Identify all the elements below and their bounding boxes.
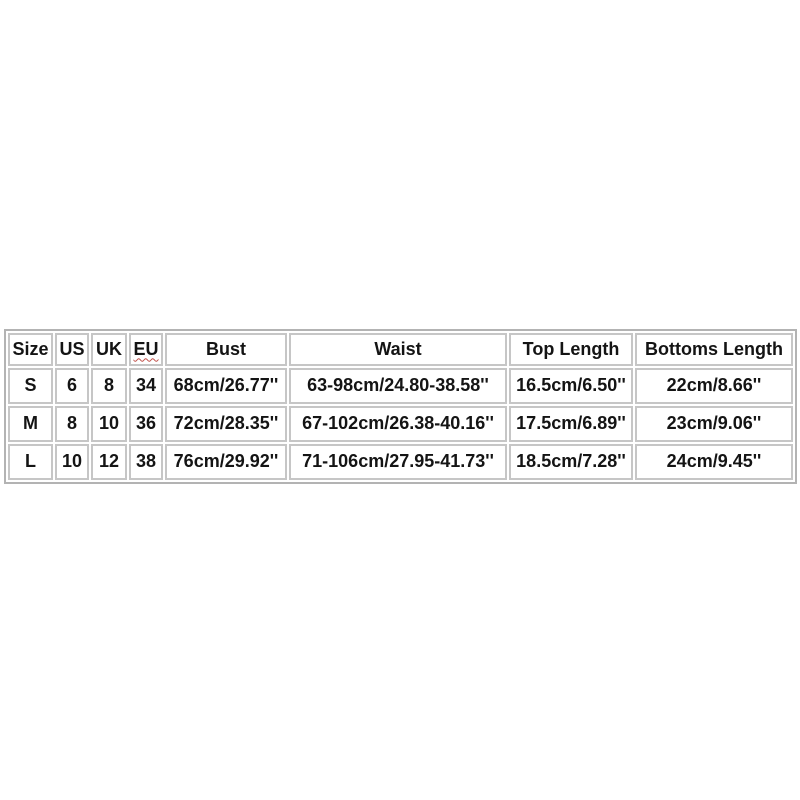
table-row-l — [8, 444, 793, 480]
cell-l-eu: 38 — [129, 444, 163, 480]
cell-m-size: M — [8, 406, 53, 442]
cell-s-us: 6 — [55, 368, 89, 404]
cell-s-bottoms-length: 22cm/8.66'' — [635, 368, 793, 404]
cell-l-waist: 71-106cm/27.95-41.73'' — [289, 444, 507, 480]
header-cell-us: US — [55, 333, 89, 366]
cell-l-bust: 76cm/29.92'' — [165, 444, 287, 480]
table-row-m — [8, 406, 793, 442]
cell-s-size: S — [8, 368, 53, 404]
cell-s-top-length: 16.5cm/6.50'' — [509, 368, 633, 404]
cell-m-waist: 67-102cm/26.38-40.16'' — [289, 406, 507, 442]
cell-s-eu: 34 — [129, 368, 163, 404]
header-cell-size: Size — [8, 333, 53, 366]
header-cell-uk: UK — [91, 333, 127, 366]
cell-m-us: 8 — [55, 406, 89, 442]
cell-s-waist: 63-98cm/24.80-38.58'' — [289, 368, 507, 404]
header-cell-eu — [129, 333, 163, 366]
header-cell-top-length: Top Length — [509, 333, 633, 366]
cell-l-top-length: 18.5cm/7.28'' — [509, 444, 633, 480]
header-cell-bust: Bust — [165, 333, 287, 366]
cell-m-eu: 36 — [129, 406, 163, 442]
cell-m-top-length: 17.5cm/6.89'' — [509, 406, 633, 442]
header-cell-eu-label: EU — [133, 338, 159, 359]
cell-l-bottoms-length: 24cm/9.45'' — [635, 444, 793, 480]
table-row-s — [8, 368, 793, 404]
cell-m-uk: 10 — [91, 406, 127, 442]
cell-s-uk: 8 — [91, 368, 127, 404]
header-row — [8, 333, 793, 366]
cell-l-us: 10 — [55, 444, 89, 480]
size-chart-table — [4, 329, 797, 484]
cell-l-uk: 12 — [91, 444, 127, 480]
cell-m-bottoms-length: 23cm/9.06'' — [635, 406, 793, 442]
header-cell-waist: Waist — [289, 333, 507, 366]
cell-m-bust: 72cm/28.35'' — [165, 406, 287, 442]
header-cell-bottoms-length: Bottoms Length — [635, 333, 793, 366]
cell-s-bust: 68cm/26.77'' — [165, 368, 287, 404]
cell-l-size: L — [8, 444, 53, 480]
